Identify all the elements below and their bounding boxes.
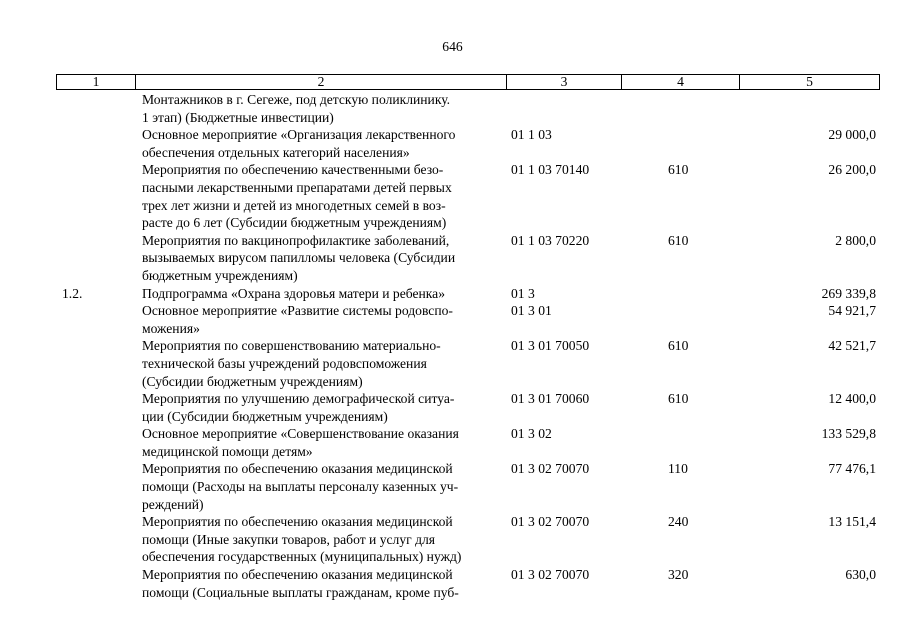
table-row — [0, 232, 905, 285]
row-code: 01 3 02 70070 — [511, 514, 590, 530]
row-description — [142, 425, 502, 460]
description-line: (Субсидии бюджетным учреждениям) — [142, 373, 363, 389]
row-code: 01 1 03 — [511, 127, 552, 143]
row-code: 01 3 02 70070 — [511, 567, 590, 583]
row-description — [142, 302, 502, 337]
description-line: бюджетным учреждениям) — [142, 267, 298, 283]
row-code: 01 1 03 70140 — [511, 162, 590, 178]
row-description — [142, 232, 502, 285]
description-line: расте до 6 лет (Субсидии бюджетным учреждениям) — [142, 215, 447, 231]
row-description — [142, 126, 502, 161]
description-line: Подпрограмма «Охрана здоровья матери и ребенка» — [142, 285, 446, 301]
description-line: Мероприятия по обеспечению оказания медицинской — [142, 567, 453, 583]
description-line: Мероприятия по вакцинопрофилактике заболеваний, — [142, 232, 450, 248]
row-code: 01 3 01 70050 — [511, 338, 590, 354]
header-col-4: 4 — [621, 75, 739, 89]
row-amount: 2 800,0 — [835, 232, 876, 248]
header-col-2: 2 — [135, 75, 506, 89]
description-line: трех лет жизни и детей из многодетных семей в воз- — [142, 197, 446, 213]
row-description — [142, 285, 502, 303]
description-line: помощи (Иные закупки товаров, работ и услуг для — [142, 531, 436, 547]
description-line: Мероприятия по обеспечению оказания медицинской — [142, 461, 453, 477]
row-description — [142, 460, 502, 513]
table-row — [0, 566, 905, 601]
row-description — [142, 161, 502, 231]
table-body — [0, 91, 905, 601]
description-line: Мероприятия по совершенствованию материально- — [142, 338, 441, 354]
row-code: 01 3 02 70070 — [511, 461, 590, 477]
description-line: Мероприятия по улучшению демографической ситуа- — [142, 391, 455, 407]
description-line: обеспечения отдельных категорий населения» — [142, 144, 410, 160]
description-line: 1 этап) (Бюджетные инвестиции) — [142, 109, 334, 125]
description-line: помощи (Социальные выплаты гражданам, кроме пуб- — [142, 584, 459, 600]
table-row — [0, 425, 905, 460]
row-description — [142, 513, 502, 566]
row-amount: 12 400,0 — [828, 391, 876, 407]
row-code: 01 1 03 70220 — [511, 232, 590, 248]
row-expense-type: 240 — [668, 514, 689, 530]
header-col-1: 1 — [92, 74, 100, 89]
description-line: пасными лекарственными препаратами детей первых — [142, 179, 452, 195]
row-expense-type: 610 — [668, 391, 689, 407]
row-expense-type: 610 — [668, 232, 689, 248]
header-col-5: 5 — [739, 75, 879, 89]
description-line: Мероприятия по обеспечению оказания медицинской — [142, 514, 453, 530]
row-expense-type: 320 — [668, 567, 689, 583]
row-amount: 77 476,1 — [828, 461, 876, 477]
description-line: можения» — [142, 320, 200, 336]
table-row — [0, 161, 905, 231]
table-header-row — [56, 74, 880, 90]
row-amount: 26 200,0 — [828, 162, 876, 178]
row-code: 01 3 01 70060 — [511, 391, 590, 407]
row-amount: 54 921,7 — [828, 303, 876, 319]
table-row — [0, 126, 905, 161]
row-amount: 269 339,8 — [821, 285, 876, 301]
row-amount: 29 000,0 — [828, 127, 876, 143]
row-expense-type: 610 — [668, 162, 689, 178]
row-description — [142, 390, 502, 425]
table-row — [0, 91, 905, 126]
description-line: Основное мероприятие «Организация лекарственного — [142, 127, 456, 143]
row-code: 01 3 — [511, 285, 535, 301]
page-number: 646 — [442, 39, 463, 54]
description-line: помощи (Расходы на выплаты персоналу казенных уч- — [142, 479, 459, 495]
description-line: вызываемых вирусом папилломы человека (Субсидии — [142, 250, 456, 266]
row-expense-type: 610 — [668, 338, 689, 354]
header-col-3: 3 — [506, 75, 621, 89]
table-row — [0, 337, 905, 390]
description-line: Монтажников в г. Сегеже, под детскую поликлинику. — [142, 92, 451, 107]
description-line: Основное мероприятие «Развитие системы родовспо- — [142, 303, 453, 319]
row-amount: 133 529,8 — [821, 426, 876, 442]
row-number: 1.2. — [62, 285, 83, 301]
description-line: Мероприятия по обеспечению качественными безо- — [142, 162, 444, 178]
table-row — [0, 390, 905, 425]
row-code: 01 3 01 — [511, 303, 552, 319]
description-line: реждений) — [142, 496, 204, 512]
table-row — [0, 460, 905, 513]
row-amount: 42 521,7 — [828, 338, 876, 354]
row-expense-type: 110 — [668, 461, 688, 477]
description-line: ции (Субсидии бюджетным учреждениям) — [142, 408, 388, 424]
description-line: медицинской помощи детям» — [142, 443, 313, 459]
description-line: технической базы учреждений родовспоможения — [142, 355, 427, 371]
description-line: Основное мероприятие «Совершенствование оказания — [142, 426, 459, 442]
row-description — [142, 566, 502, 601]
description-line: обеспечения государственных (муниципальных) нужд) — [142, 549, 462, 565]
row-amount: 630,0 — [845, 567, 876, 583]
row-amount: 13 151,4 — [828, 514, 876, 530]
row-description — [142, 337, 502, 390]
table-row — [0, 513, 905, 566]
row-code: 01 3 02 — [511, 426, 552, 442]
table-row — [0, 302, 905, 337]
table-row — [0, 285, 905, 303]
row-description — [142, 91, 502, 126]
